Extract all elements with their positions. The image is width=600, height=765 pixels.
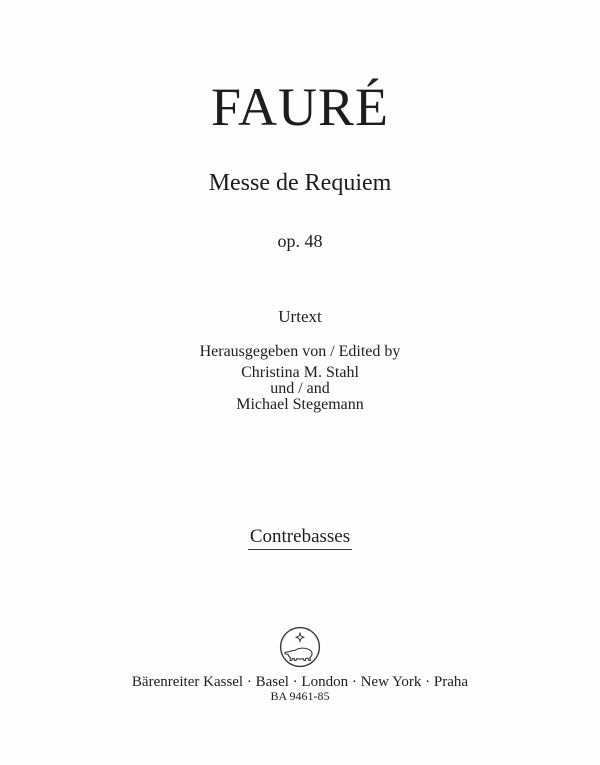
logo-bear-icon <box>285 648 312 660</box>
publisher-logo <box>0 625 600 669</box>
editor-conjunction: und / and <box>270 380 330 397</box>
logo-star-icon <box>296 633 304 642</box>
editor-name-second: Michael Stegemann <box>236 396 364 413</box>
editors-block <box>0 365 600 413</box>
publisher-imprint: Bärenreiter Kassel · Basel · London · New York · Praha <box>131 674 469 690</box>
edited-by-line: Herausgegeben von / Edited by <box>199 343 401 360</box>
editor-name-first: Christina M. Stahl <box>241 364 359 381</box>
catalog-number: BA 9461-85 <box>270 689 330 703</box>
edition-label: Urtext <box>278 307 322 326</box>
opus-number: op. 48 <box>277 231 323 251</box>
bear-star-logo-icon <box>278 625 322 669</box>
composer-name: FAURÉ <box>210 77 390 137</box>
work-title: Messe de Requiem <box>208 170 392 196</box>
part-name-label: Contrebasses <box>248 527 352 550</box>
part-name-row <box>0 527 600 550</box>
